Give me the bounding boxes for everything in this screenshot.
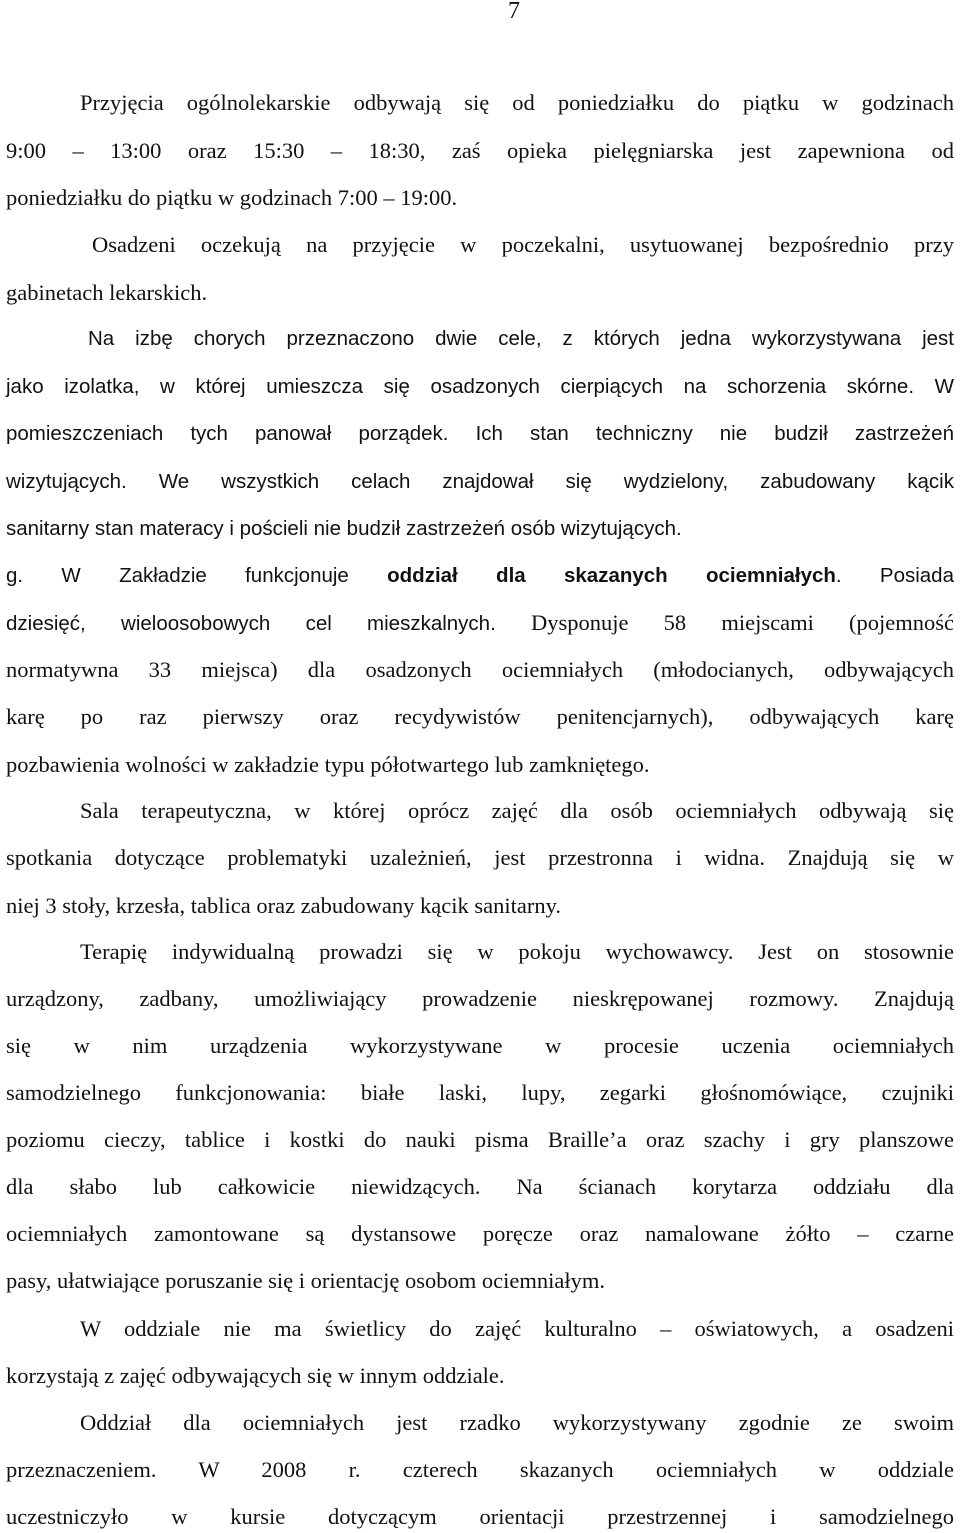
text-line: Sala terapeutyczna, w której oprócz zajęć dla osób ociemniałych odbywają się: [80, 798, 954, 823]
text-line: pomieszczeniach tych panował porządek. Ich stan techniczny nie budził zastrzeżeń: [6, 422, 954, 445]
text-line: jako izolatka, w której umieszcza się osadzonych cierpiących na schorzenia skórne. W: [6, 375, 954, 398]
text-line: normatywna 33 miejsca) dla osadzonych ociemniałych (młodocianych, odbywających: [6, 657, 954, 682]
text-line: się w nim urządzenia wykorzystywane w procesie uczenia ociemniałych: [6, 1033, 954, 1058]
text-line: Osadzeni oczekują na przyjęcie w poczekalni, usytuowanej bezpośrednio przy: [92, 232, 954, 257]
text-line: przeznaczeniem. W 2008 r. czterech skazanych ociemniałych w oddziale: [6, 1457, 954, 1482]
text-line: [6, 561, 954, 591]
text-line: Na izbę chorych przeznaczono dwie cele, z których jedna wykorzystywana jest: [88, 327, 954, 350]
text-line: dla słabo lub całkowicie niewidzących. Na ścianach korytarza oddziału dla: [6, 1174, 954, 1199]
text-line: ociemniałych zamontowane są dystansowe poręcze oraz namalowane żółto – czarne: [6, 1221, 954, 1246]
text-line: W oddziale nie ma świetlicy do zajęć kulturalno – oświatowych, a osadzeni: [80, 1316, 954, 1341]
text-line: karę po raz pierwszy oraz recydywistów penitencjarnych), odbywających karę: [6, 704, 954, 729]
text-line: Przyjęcia ogólnolekarskie odbywają się od poniedziałku do piątku w godzinach: [80, 90, 954, 115]
text-line: urządzony, zadbany, umożliwiający prowadzenie nieskrępowanej rozmowy. Znajdują: [6, 986, 954, 1011]
text-line: niej 3 stoły, krzesła, tablica oraz zabudowany kącik sanitarny.: [6, 893, 561, 918]
text-line: poniedziałku do piątku w godzinach 7:00 – 19:00.: [6, 185, 458, 210]
page-number: 7: [508, 0, 520, 24]
text-line: pasy, ułatwiające poruszanie się i orientację osobom ociemniałym.: [6, 1268, 605, 1293]
text-line: wizytujących. We wszystkich celach znajdował się wydzielony, zabudowany kącik: [6, 470, 954, 493]
text-line: samodzielnego funkcjonowania: białe laski, lupy, zegarki głośnomówiące, czujniki: [6, 1080, 954, 1105]
text-line: Terapię indywidualną prowadzi się w pokoju wychowawcy. Jest on stosownie: [80, 939, 954, 964]
text-line: Oddział dla ociemniałych jest rzadko wykorzystywany zgodnie ze swoim: [80, 1410, 954, 1435]
bold-text-run: oddział dla skazanych ociemniałych: [387, 564, 836, 587]
text-line: gabinetach lekarskich.: [6, 280, 208, 305]
text-run: . Posiada: [835, 564, 954, 587]
text-line: sanitarny stan materacy i pościeli nie budził zastrzeżeń osób wizytujących.: [6, 517, 682, 540]
text-line: korzystają z zajęć odbywających się w innym oddziale.: [6, 1363, 505, 1388]
text-line: [6, 608, 954, 639]
text-line: 9:00 – 13:00 oraz 15:30 – 18:30, zaś opieka pielęgniarska jest zapewniona od: [6, 138, 954, 163]
text-run: g. W Zakładzie funkcjonuje: [6, 564, 388, 587]
text-line: pozbawienia wolności w zakładzie typu półotwartego lub zamkniętego.: [6, 752, 650, 777]
text-run: Dysponuje 58 miejscami (pojemność: [495, 610, 954, 635]
text-line: uczestniczyło w kursie dotyczącym orientacji przestrzennej i samodzielnego: [6, 1504, 954, 1529]
text-run: dziesięć, wieloosobowych cel mieszkalnych.: [6, 612, 496, 635]
text-line: spotkania dotyczące problematyki uzależnień, jest przestronna i widna. Znajdują się w: [6, 845, 954, 870]
text-line: poziomu cieczy, tablice i kostki do nauki pisma Braille’a oraz szachy i gry planszowe: [6, 1127, 954, 1152]
